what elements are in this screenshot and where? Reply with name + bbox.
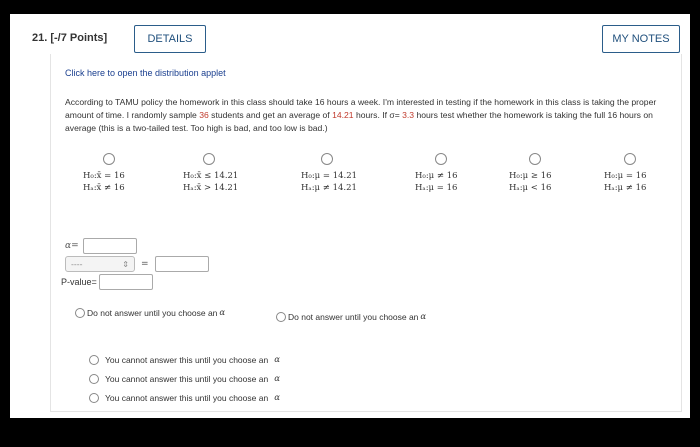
pvalue-input[interactable] <box>99 274 153 290</box>
radio-button[interactable] <box>276 312 286 322</box>
alpha-symbol: α <box>420 312 427 322</box>
alt-hypothesis: Hₐ:x̄ > 14.21 <box>183 183 239 193</box>
problem-text-part: hours. If σ= <box>353 110 403 120</box>
alt-hypothesis: Hₐ:μ ≠ 16 <box>604 183 647 193</box>
hypothesis-option[interactable] <box>604 153 700 194</box>
select-arrows-icon: ⇕ <box>122 259 129 269</box>
radio-button[interactable] <box>321 153 333 165</box>
radio-button[interactable] <box>89 374 99 384</box>
alt-hypothesis: Hₐ:μ < 16 <box>509 183 552 193</box>
statistic-select[interactable] <box>65 256 135 272</box>
radio-button[interactable] <box>89 355 99 365</box>
question-panel <box>10 14 690 418</box>
select-value: ---- <box>71 259 83 269</box>
null-hypothesis: H₀:x̄ = 16 <box>83 171 125 181</box>
problem-text-part: hours test whether the homework is taking the full 16 hours on average (this is a two-tailed test. Too high is bad, and too low is bad.) <box>65 110 653 133</box>
alt-hypothesis: Hₐ:μ = 16 <box>415 183 458 193</box>
null-hypothesis: H₀:μ = 16 <box>604 171 647 181</box>
decision-label: You cannot answer this until you choose an <box>105 354 269 365</box>
radio-button[interactable] <box>103 153 115 165</box>
radio-button[interactable] <box>529 153 541 165</box>
details-button[interactable]: DETAILS <box>134 25 206 53</box>
null-hypothesis: H₀:μ ≥ 16 <box>509 171 552 181</box>
my-notes-button[interactable]: MY NOTES <box>602 25 680 53</box>
alpha-symbol: α <box>274 354 280 365</box>
decision-option[interactable] <box>89 388 280 407</box>
hypothesis-option[interactable] <box>415 153 515 194</box>
alpha-row <box>65 238 137 254</box>
test-statistic-row <box>65 256 209 272</box>
decision-option[interactable] <box>89 350 280 369</box>
alt-hypothesis: Hₐ:μ ≠ 14.21 <box>301 183 357 193</box>
radio-button[interactable] <box>75 308 85 318</box>
null-hypothesis: H₀:x̄ ≤ 14.21 <box>183 171 239 181</box>
sample-mean: 14.21 <box>332 110 354 120</box>
hypothesis-option[interactable] <box>301 153 401 194</box>
alpha-symbol: α <box>274 392 280 403</box>
applet-link[interactable]: Click here to open the distribution applet <box>65 68 226 78</box>
statistic-input[interactable] <box>155 256 209 272</box>
choice-label: Do not answer until you choose an <box>288 312 419 322</box>
question-content <box>50 54 682 412</box>
decision-label: You cannot answer this until you choose an <box>105 373 269 384</box>
decision-label: You cannot answer this until you choose an <box>105 392 269 403</box>
radio-button[interactable] <box>435 153 447 165</box>
problem-text-part: students and get an average of <box>208 110 333 120</box>
bottom-black-bar <box>0 418 700 447</box>
choice-option[interactable] <box>276 312 426 322</box>
hypothesis-option[interactable] <box>509 153 609 194</box>
radio-button[interactable] <box>203 153 215 165</box>
alpha-symbol: α <box>274 373 280 384</box>
decision-option[interactable] <box>89 369 280 388</box>
choice-label: Do not answer until you choose an <box>87 308 218 318</box>
top-black-bar <box>0 0 700 14</box>
radio-button[interactable] <box>89 393 99 403</box>
radio-button[interactable] <box>624 153 636 165</box>
alpha-symbol: α <box>219 308 226 318</box>
alt-hypothesis: Hₐ:x̄ ≠ 16 <box>83 183 125 193</box>
decision-options <box>89 350 280 407</box>
null-hypothesis: H₀:μ ≠ 16 <box>415 171 458 181</box>
equals-sign: = <box>141 259 149 269</box>
sample-size: 36 <box>199 110 209 120</box>
problem-text <box>65 96 669 135</box>
alpha-label: α= <box>65 241 79 251</box>
problem-text-part: According to TAMU policy the homework in this class should take 16 hours a week. I'm interested in testing if the homework in this class is taking the proper amount of time. I randomly sample <box>65 97 657 120</box>
hypothesis-option[interactable] <box>183 153 283 194</box>
question-title: 21. [-/7 Points] <box>32 32 108 44</box>
choice-option[interactable] <box>75 308 225 318</box>
alpha-input[interactable] <box>83 238 137 254</box>
sigma-value: 3.3 <box>402 110 415 120</box>
pvalue-label: P-value= <box>61 277 97 287</box>
pvalue-row <box>61 274 153 290</box>
hypothesis-option[interactable] <box>83 153 183 194</box>
null-hypothesis: H₀:μ = 14.21 <box>301 171 358 181</box>
